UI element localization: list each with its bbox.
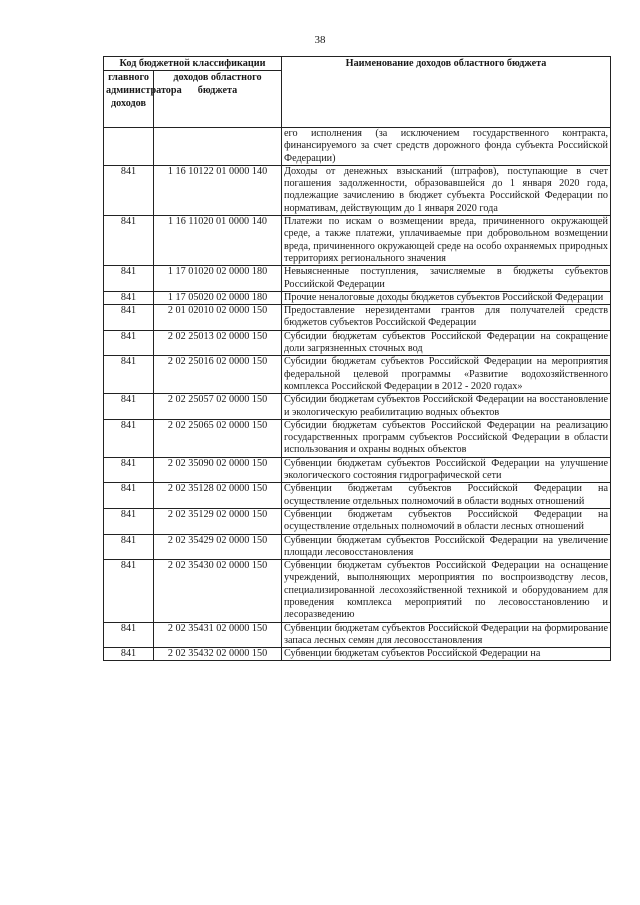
revenue-name-cell: Субвенции бюджетам субъектов Российской Федерации на формирование запаса лесных семян для лесовосстановления [282,622,611,648]
revenue-code-cell: 1 16 10122 01 0000 140 [154,165,282,215]
revenue-name-cell: его исполнения (за исключением государственного контракта, финансируемого за счет средств дорожного фонда субъекта Российской Федерации) [282,128,611,166]
table-row [104,305,611,331]
revenue-code-cell: 1 17 05020 02 0000 180 [154,291,282,304]
revenue-name-cell: Доходы от денежных взысканий (штрафов), поступающие в счет погашения задолженности, образовавшейся до 1 января 2020 года, подлежащие зачислению в бюджет субъекта Российской Федерации по нормативам, действующим до 1 января 2020 года [282,165,611,215]
admin-code-cell: 841 [104,648,154,661]
table-body [104,128,611,661]
table-row [104,457,611,483]
admin-code-cell: 841 [104,330,154,356]
revenue-code-cell [154,128,282,166]
table-header [104,57,611,128]
table-row [104,165,611,215]
admin-code-cell: 841 [104,419,154,457]
revenue-name-cell: Прочие неналоговые доходы бюджетов субъектов Российской Федерации [282,291,611,304]
admin-code-cell: 841 [104,165,154,215]
admin-code-cell: 841 [104,534,154,560]
revenue-code-cell: 2 02 35128 02 0000 150 [154,483,282,509]
revenue-code-cell: 2 01 02010 02 0000 150 [154,305,282,331]
table-row [104,356,611,394]
table-row [104,216,611,266]
table-row [104,291,611,304]
revenue-name-cell: Субвенции бюджетам субъектов Российской Федерации на улучшение экологического состояния гидрографической сети [282,457,611,483]
table-row [104,266,611,292]
table-row [104,534,611,560]
table-row [104,483,611,509]
admin-code-cell [104,128,154,166]
revenue-name-cell: Субсидии бюджетам субъектов Российской Федерации на сокращение доли загрязненных сточных вод [282,330,611,356]
admin-code-cell: 841 [104,508,154,534]
revenue-code-cell: 2 02 35431 02 0000 150 [154,622,282,648]
header-main-administrator: главного администратора доходов [104,71,154,128]
revenue-code-cell: 2 02 35090 02 0000 150 [154,457,282,483]
table-row [104,330,611,356]
revenue-code-cell: 1 17 01020 02 0000 180 [154,266,282,292]
header-revenue-name: Наименование доходов областного бюджета [282,57,611,128]
revenue-code-cell: 2 02 25057 02 0000 150 [154,394,282,420]
table-row [104,508,611,534]
header-revenue-code: доходов областного бюджета [154,71,282,128]
revenue-code-cell: 2 02 25065 02 0000 150 [154,419,282,457]
table-row [104,394,611,420]
revenue-name-cell: Предоставление нерезидентами грантов для получателей средств бюджетов субъектов Российской Федерации [282,305,611,331]
admin-code-cell: 841 [104,216,154,266]
revenue-name-cell: Субвенции бюджетам субъектов Российской Федерации на осуществление отдельных полномочий в области лесных отношений [282,508,611,534]
table-row [104,419,611,457]
page-number: 38 [314,34,326,46]
revenue-name-cell: Платежи по искам о возмещении вреда, причиненного окружающей среде, а также платежи, уплачиваемые при добровольном возмещении вреда, причиненного окружающей среде на особо охраняемых природных территориях регионального значения [282,216,611,266]
admin-code-cell: 841 [104,291,154,304]
revenue-code-cell: 2 02 25016 02 0000 150 [154,356,282,394]
revenue-code-cell: 2 02 35429 02 0000 150 [154,534,282,560]
header-classification-code: Код бюджетной классификации [104,57,282,71]
admin-code-cell: 841 [104,483,154,509]
revenue-code-cell: 1 16 11020 01 0000 140 [154,216,282,266]
admin-code-cell: 841 [104,622,154,648]
admin-code-cell: 841 [104,305,154,331]
revenue-name-cell: Невыясненные поступления, зачисляемые в бюджеты субъектов Российской Федерации [282,266,611,292]
revenue-name-cell: Субвенции бюджетам субъектов Российской Федерации на увеличение площади лесовосстановления [282,534,611,560]
admin-code-cell: 841 [104,457,154,483]
admin-code-cell: 841 [104,394,154,420]
table-row [104,648,611,661]
admin-code-cell: 841 [104,356,154,394]
revenue-code-cell: 2 02 35432 02 0000 150 [154,648,282,661]
revenue-name-cell: Субвенции бюджетам субъектов Российской Федерации на оснащение учреждений, выполняющих мероприятия по воспроизводству лесов, специализированной лесохозяйственной техникой и оборудованием для проведения комплекса мероприятий по лесовосстановлению и лесоразведению [282,560,611,622]
admin-code-cell: 841 [104,266,154,292]
budget-classification-table [103,56,611,661]
revenue-name-cell: Субвенции бюджетам субъектов Российской Федерации на [282,648,611,661]
admin-code-cell: 841 [104,560,154,622]
revenue-name-cell: Субсидии бюджетам субъектов Российской Федерации на реализацию государственных программ субъектов Российской Федерации в области использования и охраны водных объектов [282,419,611,457]
revenue-code-cell: 2 02 35129 02 0000 150 [154,508,282,534]
revenue-name-cell: Субвенции бюджетам субъектов Российской Федерации на осуществление отдельных полномочий в области водных отношений [282,483,611,509]
revenue-name-cell: Субсидии бюджетам субъектов Российской Федерации на восстановление и экологическую реабилитацию водных объектов [282,394,611,420]
revenue-name-cell: Субсидии бюджетам субъектов Российской Федерации на мероприятия федеральной целевой программы «Развитие водохозяйственного комплекса Российской Федерации в 2012 - 2020 годах» [282,356,611,394]
table-row [104,622,611,648]
table-row [104,560,611,622]
revenue-code-cell: 2 02 35430 02 0000 150 [154,560,282,622]
table-row [104,128,611,166]
revenue-code-cell: 2 02 25013 02 0000 150 [154,330,282,356]
